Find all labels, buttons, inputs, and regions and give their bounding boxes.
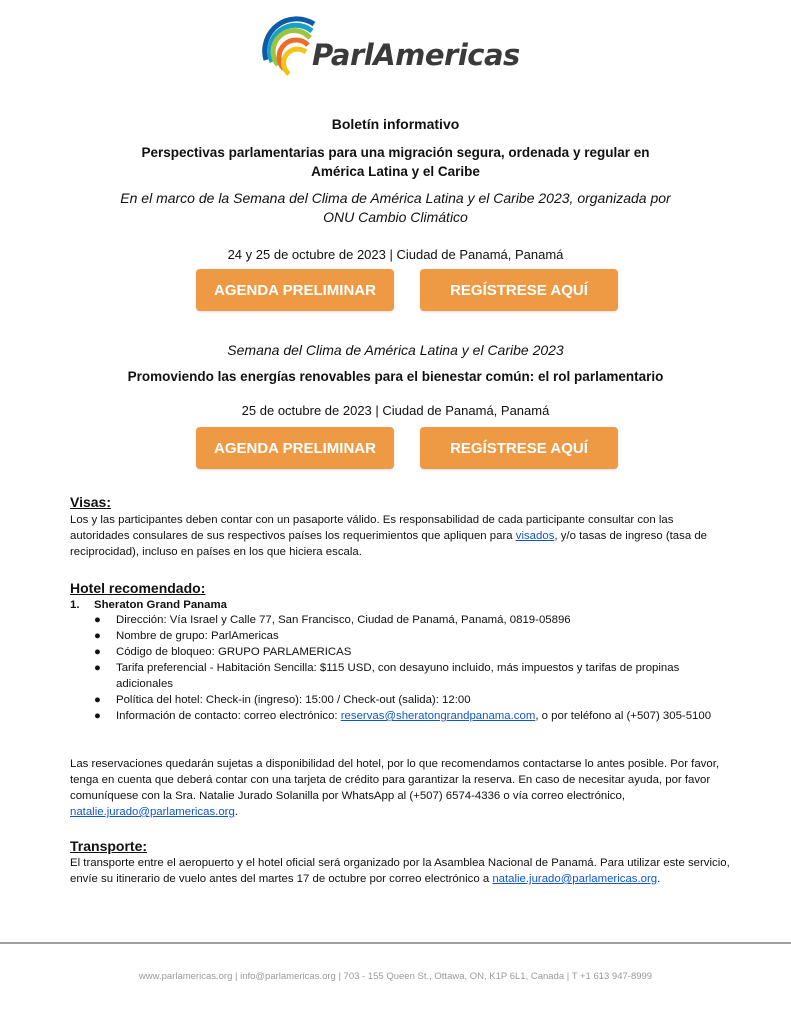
list-item xyxy=(94,660,724,692)
hotel-name-item xyxy=(70,597,730,613)
transport-heading-text: Transporte xyxy=(70,838,143,854)
list-item xyxy=(94,612,724,628)
list-item xyxy=(94,692,724,708)
logo-wordmark: ParlAmericas xyxy=(312,38,520,72)
hotel-contact-after: , o por teléfono al (+507) 305-5100 xyxy=(535,710,712,722)
visados-link[interactable]: visados xyxy=(515,530,555,542)
transport-text: El transporte entre el aeropuerto y el hotel oficial será organizado por la Asamblea Nacional de Panamá. Para utilizar este servicio, envíe su itinerario de vuelo antes del martes 17 de octubre por correo electrónico a xyxy=(70,857,730,885)
parlamericas-logo xyxy=(258,16,528,90)
list-item xyxy=(94,628,724,644)
logo-arcs-icon xyxy=(258,16,318,90)
event-subtitle-line2: América Latina y el Caribe xyxy=(311,164,480,179)
hotel-heading-text: Hotel recomendado xyxy=(70,580,201,596)
bullet-icon: ● xyxy=(94,614,101,626)
agenda-preliminar-button-2[interactable]: AGENDA PRELIMINAR xyxy=(196,427,394,469)
bullet-icon: ● xyxy=(94,710,101,722)
transport-paragraph xyxy=(70,855,730,887)
transport-email-link[interactable]: natalie.jurado@parlamericas.org xyxy=(492,873,658,885)
register-button-2[interactable]: REGÍSTRESE AQUÍ xyxy=(420,427,618,469)
visas-heading: Visas: xyxy=(70,494,112,510)
bullet-icon: ● xyxy=(94,630,101,642)
visas-heading-text: Visas xyxy=(70,494,107,510)
footer-divider xyxy=(0,942,791,944)
hotel-rate: Tarifa preferencial - Habitación Sencilla: $115 USD, con desayuno incluido, más impuestos y tarifas de propinas adicionales xyxy=(116,662,680,690)
page-title: Boletín informativo xyxy=(331,116,460,132)
footer-contact: www.parlamericas.org | info@parlamericas.org | 703 - 155 Queen St., Ottawa, ON, K1P 6L1, Canada | T +1 613 947-8999 xyxy=(138,971,653,982)
visas-text-after: , y/o tasas de ingreso (tasa de reciprocidad), incluso en países en los que hiciera escala. xyxy=(70,530,707,558)
transport-heading: Transporte: xyxy=(70,838,148,854)
bullet-icon: ● xyxy=(94,662,101,674)
visas-text-before: Los y las participantes deben contar con un pasaporte válido. Es responsabilidad de cada participante consultar con las autoridades consulares de sus respectivos países los requerimientos que apliquen para xyxy=(70,514,674,542)
event-subtitle-line1: Perspectivas parlamentarias para una migración segura, ordenada y regular en xyxy=(141,145,650,160)
transport-end: . xyxy=(657,873,661,885)
hotel-policy: Política del hotel: Check-in (ingreso): 15:00 / Check-out (salida): 12:00 xyxy=(116,694,471,706)
hotel-block-code: Código de bloqueo: GRUPO PARLAMERICAS xyxy=(116,646,352,658)
list-item xyxy=(94,644,724,660)
event-subtitle xyxy=(80,143,711,181)
reservations-end: . xyxy=(234,806,238,818)
bullet-icon: ● xyxy=(94,646,101,658)
hotel-email-link[interactable]: reservas@sheratongrandpanama.com xyxy=(340,710,536,722)
reservations-text: Las reservaciones quedarán sujetas a disponibilidad del hotel, por lo que recomendamos contactarse lo antes posible. Por favor, tenga en cuenta que deberá contar con una tarjeta de crédito para garantizar la reserva. En caso de necesitar ayuda, por favor comuníquese con la Sra. Natalie Jurado Solanilla por WhatsApp al (+507) 6574-4336 o vía correo electrónico, xyxy=(70,758,720,802)
event-context xyxy=(80,189,711,227)
agenda-preliminar-button-1[interactable]: AGENDA PRELIMINAR xyxy=(196,269,394,311)
list-item xyxy=(94,708,724,724)
hotel-details-list xyxy=(94,612,724,724)
reservations-email-link[interactable]: natalie.jurado@parlamericas.org xyxy=(70,806,235,818)
section2-event-name: Semana del Clima de América Latina y el Caribe 2023 xyxy=(227,342,564,358)
bullet-icon: ● xyxy=(94,694,101,706)
hotel-number: 1. xyxy=(70,599,80,611)
reservations-paragraph xyxy=(70,756,730,820)
event-context-line1: En el marco de la Semana del Clima de América Latina y el Caribe 2023, organizada por xyxy=(120,190,671,206)
hotel-address: Dirección: Vía Israel y Calle 77, San Francisco, Ciudad de Panamá, Panamá, 0819-05896 xyxy=(116,614,571,626)
visas-paragraph xyxy=(70,512,730,560)
event-date-1: 24 y 25 de octubre de 2023 | Ciudad de Panamá, Panamá xyxy=(227,247,564,262)
hotel-contact-before: Información de contacto: correo electrónico: xyxy=(116,710,341,722)
hotel-heading: Hotel recomendado: xyxy=(70,580,206,596)
section2-subtitle: Promoviendo las energías renovables para el bienestar común: el rol parlamentario xyxy=(127,369,664,384)
hotel-name: Sheraton Grand Panama xyxy=(94,599,227,611)
hotel-group-name: Nombre de grupo: ParlAmericas xyxy=(116,630,279,642)
event-context-line2: ONU Cambio Climático xyxy=(323,209,468,225)
event-date-2: 25 de octubre de 2023 | Ciudad de Panamá, Panamá xyxy=(241,403,550,418)
register-button-1[interactable]: REGÍSTRESE AQUÍ xyxy=(420,269,618,311)
